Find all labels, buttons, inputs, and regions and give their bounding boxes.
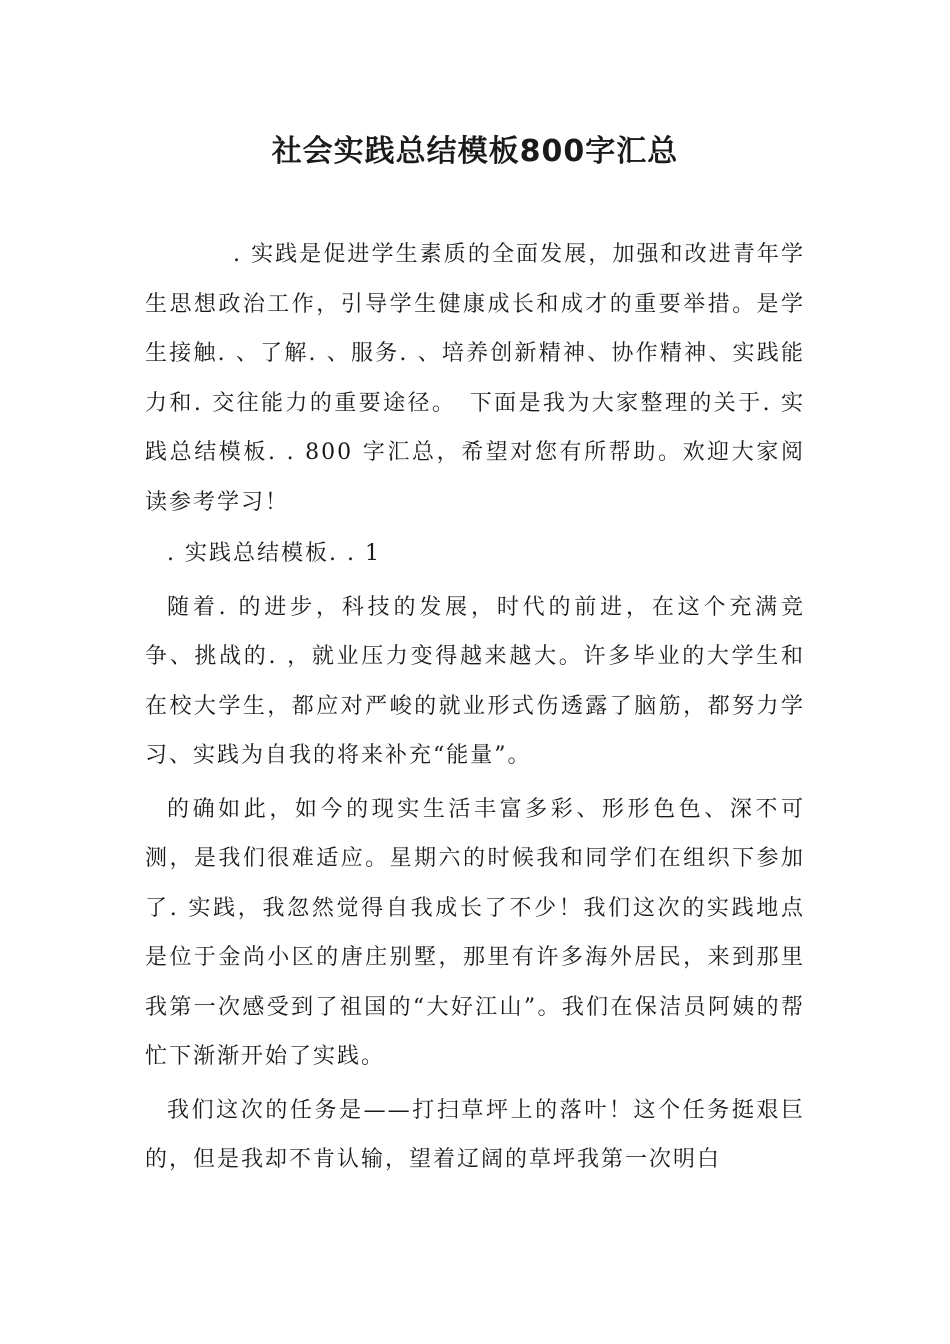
body-paragraph: 随着. 的进步，科技的发展，时代的前进，在这个充满竞争、挑战的. ，就业压力变得越来越大。许多毕业的大学生和在校大学生，都应对严峻的就业形式伤透露了脑筋，都努力学习、实践为自我的将来补充“能量”。 — [145, 594, 805, 768]
body-paragraph: 的确如此，如今的现实生活丰富多彩、形形色色、深不可测，是我们很难适应。星期六的时候我和同学们在组织下参加了. 实践，我忽然觉得自我成长了不少！我们这次的实践地点是位于金尚小区的唐庄别墅，那里有许多海外居民，来到那里我第一次感受到了祖国的“大好江山”。我们在保洁员阿姨的帮忙下渐渐开始了实践。 — [145, 796, 805, 1069]
intro-paragraph: . 实践是促进学生素质的全面发展，加强和改进青年学生思想政治工作，引导学生健康成长和成才的重要举措。是学生接触. 、了解. 、服务. 、培养创新精神、协作精神、实践能力和. 交往能力的重要途径。 下面是我为大家整理的关于. 实践总结模板. . 800 字汇总，希望对您有所帮助。欢迎大家阅读参考学习！ — [145, 242, 805, 515]
body-paragraph: 我们这次的任务是——打扫草坪上的落叶！这个任务挺艰巨的，但是我却不肯认输，望着辽阔的草坪我第一次明白 — [145, 1097, 805, 1172]
document-body — [145, 230, 805, 1185]
section-heading: . 实践总结模板. . 1 — [167, 541, 381, 566]
document-title: 社会实践总结模板800字汇总 — [271, 134, 679, 169]
